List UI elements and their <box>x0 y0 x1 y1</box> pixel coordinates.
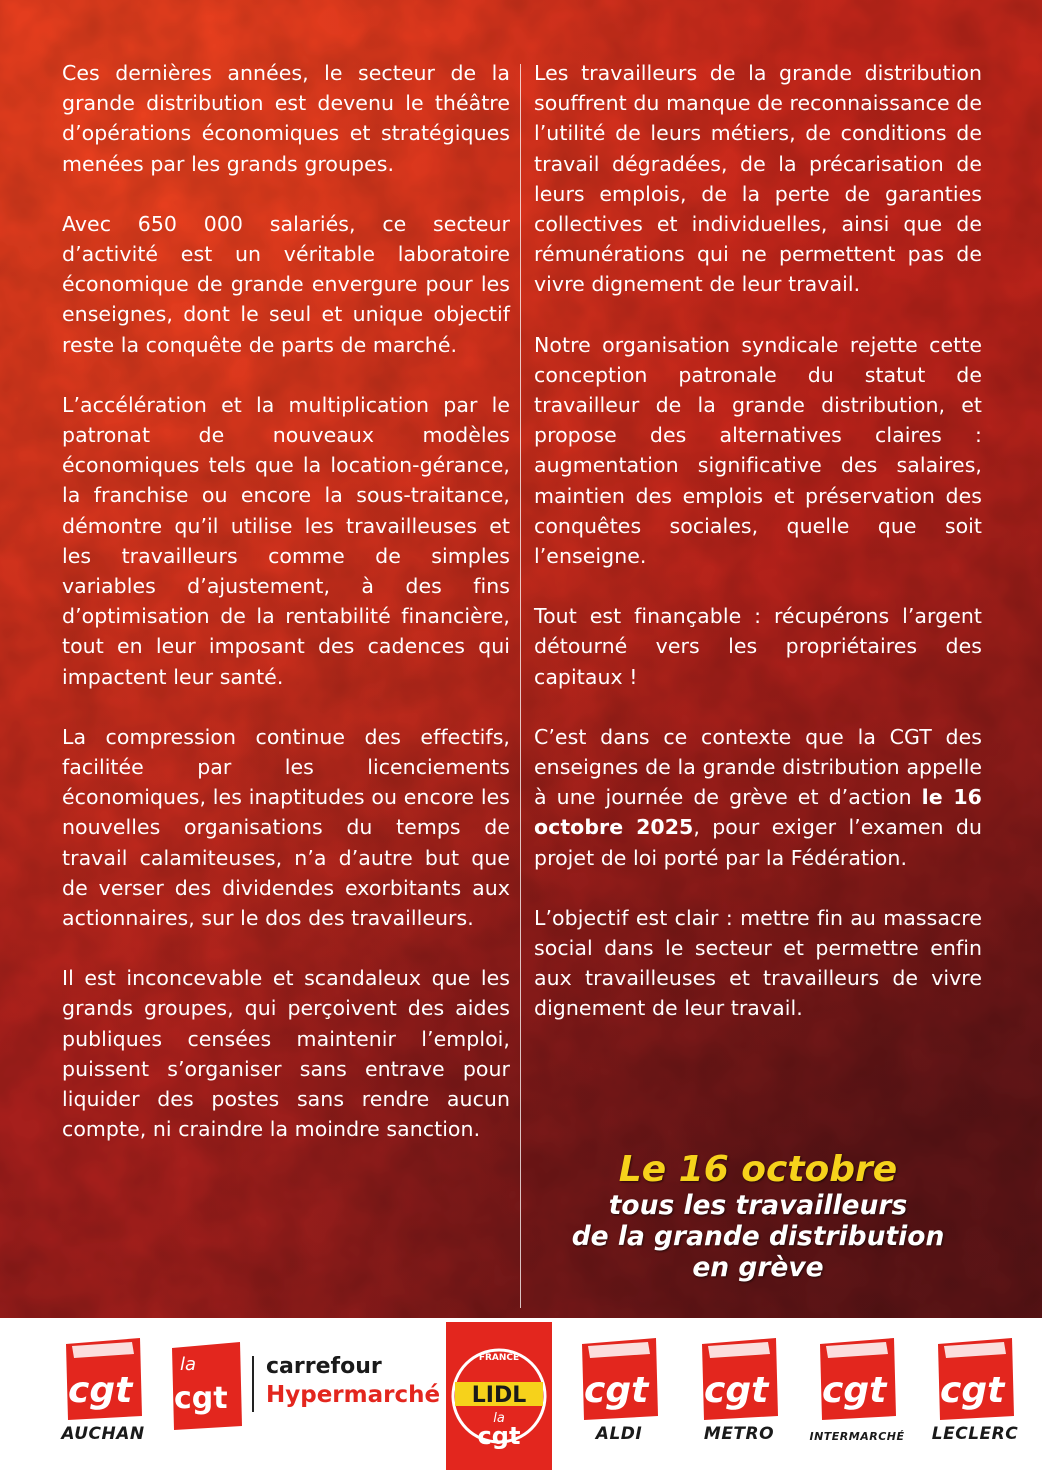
callout-line: tous les travailleurs <box>608 1190 908 1221</box>
paragraph: Ces dernières années, le secteur de la grande distribution est devenu le théâtre d’opérations économiques et stratégiques menées par les grands groupes. <box>62 61 510 176</box>
strike-date: le 16 octobre 2025 <box>534 785 982 840</box>
cgt-badge-icon <box>62 1336 144 1422</box>
lidl-country: FRANCE <box>478 1353 520 1363</box>
paragraph-text: , pour exiger l’examen du projet de loi porté par la Fédération. <box>534 815 982 870</box>
cgt-aldi-logo <box>578 1336 660 1454</box>
cgt-word: cgt <box>477 1422 521 1450</box>
paragraph: Notre organisation syndicale rejette cette conception patronale du statut de travailleur de la grande distribution, et propose des alternatives claires : augmentation significative des salaires, maintien des emplois et préservation des conquêtes sociales, quelle que soit l’enseigne. <box>534 332 982 569</box>
strike-callout <box>534 1150 982 1283</box>
paragraph: La compression continue des effectifs, facilitée par les licenciements économiques, les inaptitudes ou encore les nouvelles organisations du temps de travail calamiteuses, n’a d’autre but que de verser des dividendes exorbitants aux actionnaires, sur le dos des travailleurs. <box>62 724 510 931</box>
cgt-badge-icon <box>698 1336 780 1422</box>
right-text-column <box>534 58 982 1054</box>
callout-date: Le 16 octobre <box>618 1149 898 1190</box>
cgt-word: cgt <box>822 1370 887 1411</box>
strike-call-paragraph <box>534 722 982 873</box>
logo-label: METRO <box>703 1424 775 1444</box>
logo-label: INTERMARCHÉ <box>809 1430 905 1443</box>
logo-separator <box>252 1356 254 1412</box>
paragraph: Les travailleurs de la grande distribution souffrent du manque de reconnaissance de l’utilité de leurs métiers, de conditions de travail dégradées, de la précarisation de leurs emplois, de la perte de garanties collectives et individuelles, ainsi que de rémunérations qui ne permettent pas de vivre dignement de leur travail. <box>534 61 982 297</box>
cgt-metro-logo <box>698 1336 780 1454</box>
logo-label: ALDI <box>595 1424 643 1444</box>
cgt-word: cgt <box>174 1381 228 1416</box>
cgt-badge-icon <box>934 1336 1016 1422</box>
callout-line: en grève <box>692 1252 824 1283</box>
lidl-word: LIDL <box>471 1383 527 1408</box>
column-divider <box>520 64 521 1308</box>
callout-line: de la grande distribution <box>571 1221 945 1252</box>
paragraph: Avec 650 000 salariés, ce secteur d’activité est un véritable laboratoire économique de grande envergure pour les enseignes, dont le seul et unique objectif reste la conquête de parts de marché. <box>62 211 510 357</box>
logo-label: LECLERC <box>931 1424 1019 1444</box>
carrefour-label: carrefour <box>266 1354 382 1379</box>
cgt-word: cgt <box>940 1370 1005 1411</box>
paragraph: Tout est finançable : récupérons l’argent détourné vers les propriétaires des capitaux ! <box>534 604 982 689</box>
paragraph-text: C’est dans ce contexte que la CGT des enseignes de la grande distribution appelle à une journée de grève et d’action <box>534 724 982 810</box>
logo-label: AUCHAN <box>61 1424 145 1444</box>
lidl-emblem-icon <box>446 1322 552 1470</box>
la-word: la <box>180 1354 197 1375</box>
hypermarche-label: Hypermarché <box>266 1382 441 1408</box>
la-word: la <box>493 1411 505 1426</box>
cgt-word: cgt <box>704 1370 769 1411</box>
logo-bar <box>0 1318 1042 1474</box>
paragraph: L’accélération et la multiplication par le patronat de nouveaux modèles économiques tels que la location-gérance, la franchise ou encore la sous-traitance, démontre qu’il utilise les travailleuses et les travailleurs comme de simples variables d’ajustement, à des fins d’optimisation de la rentabilité financière, tout en leur imposant des cadences qui impactent leur santé. <box>62 392 510 689</box>
cgt-word: cgt <box>68 1370 133 1411</box>
paragraph: Il est inconcevable et scandaleux que les grands groupes, qui perçoivent des aides publiques censées maintenir l’emploi, puissent s’organiser sans entrave pour liquider des postes sans rendre aucun compte, ni craindre la moindre sanction. <box>62 966 510 1142</box>
cgt-carrefour-logo <box>170 1342 440 1442</box>
cgt-word: cgt <box>584 1370 649 1411</box>
la-cgt-icon <box>170 1342 244 1432</box>
cgt-lidl-logo <box>446 1322 552 1470</box>
cgt-intermarche-logo <box>809 1336 905 1454</box>
cgt-leclerc-logo <box>931 1336 1019 1454</box>
paragraph: L’objectif est clair : mettre fin au massacre social dans le secteur et permettre enfin aux travailleuses et travailleurs de vivre dignement de leur travail. <box>534 905 982 1021</box>
cgt-auchan-logo <box>62 1336 144 1454</box>
left-text-column <box>62 58 510 1175</box>
cgt-badge-icon <box>578 1336 660 1422</box>
cgt-badge-icon <box>816 1336 898 1422</box>
